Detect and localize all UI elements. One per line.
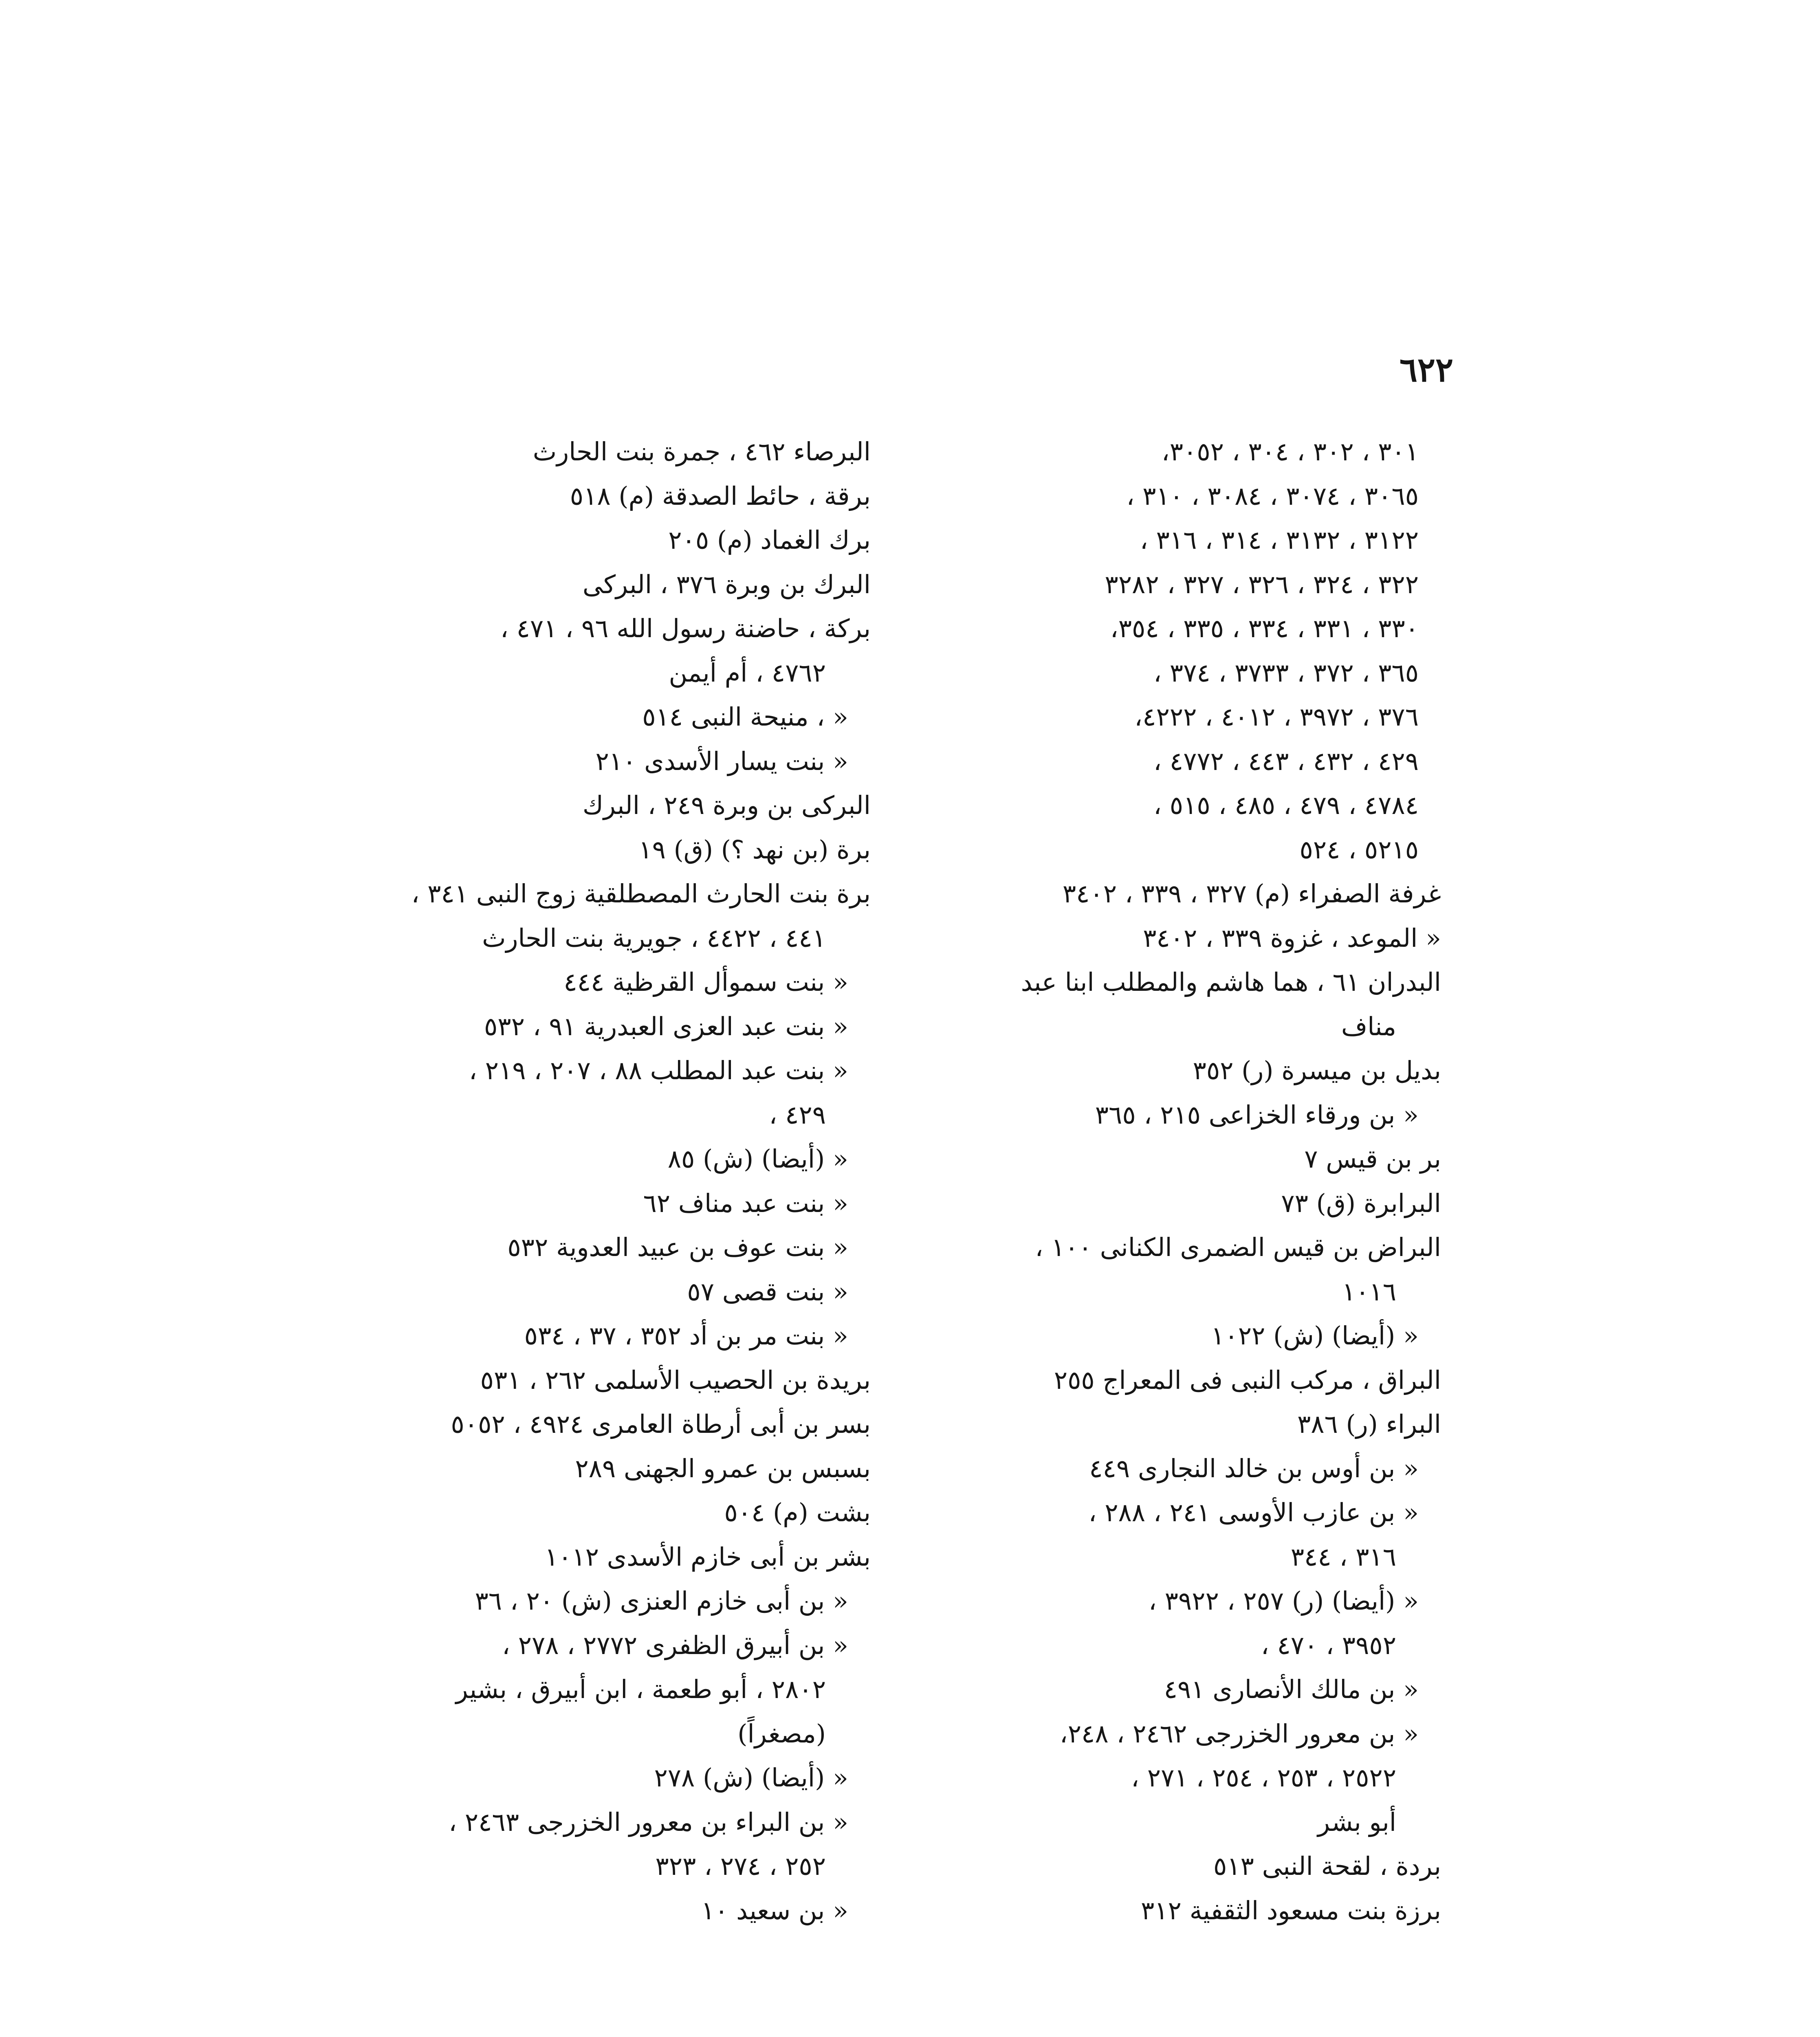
right-column-entry: ٣٦٥ ، ٣٧٢ ، ٣٧٣٣ ، ٣٧٤ ،: [1153, 658, 1419, 688]
right-column-entry: ٣٠١ ، ٣٠٢ ، ٣٠٤ ، ٣٠٥٢،: [1161, 437, 1419, 466]
right-column-entry: « بن ورقاء الخزاعى ٢١٥ ، ٣٦٥: [1095, 1100, 1419, 1130]
left-column-entry: « بنت مر بن أد ٣٥٢ ، ٣٧ ، ٥٣٤: [524, 1321, 848, 1351]
left-column-entry: (مصغراً): [737, 1718, 826, 1749]
left-column-entry: البرك بن وبرة ٣٧٦ ، البركى: [582, 569, 871, 599]
right-column-entry: أبو بشر: [1318, 1807, 1396, 1837]
right-column-entry: البراض بن قيس الضمرى الكنانى ١٠٠ ،: [1035, 1232, 1441, 1262]
left-column-entry: ٢٥٢ ، ٢٧٤ ، ٣٢٣: [655, 1851, 826, 1881]
right-column-entry: « الموعد ، غزوة ٣٣٩ ، ٣٤٠٢: [1143, 923, 1441, 953]
page-number: ٦٢٢: [1399, 350, 1453, 389]
right-column-entry: برزة بنت مسعود الثقفية ٣١٢: [1140, 1895, 1441, 1925]
left-column-entry: « بنت يسار الأسدى ٢١٠: [595, 746, 848, 776]
left-column-entry: « بنت عبد مناف ٦٢: [643, 1188, 848, 1218]
right-column-entry: البدران ٦١ ، هما هاشم والمطلب ابنا عبد: [1021, 967, 1441, 997]
left-column-entry: بشر بن أبى خازم الأسدى ١٠١٢: [544, 1542, 871, 1572]
left-column-entry: بسر بن أبى أرطاة العامرى ٤٩٢٤ ، ٥٠٥٢: [451, 1409, 871, 1439]
right-column-entry: مناف: [1341, 1011, 1396, 1041]
left-column-entry: « بن أبى خازم العنزى (ش) ٢٠ ، ٣٦: [475, 1586, 848, 1616]
index-column-right: [863, 430, 1441, 1933]
left-column-entry: « بنت عبد العزى العبدرية ٩١ ، ٥٣٢: [484, 1011, 848, 1041]
right-column-entry: « بن مالك الأنصارى ٤٩١: [1164, 1674, 1419, 1704]
right-column-entry: ٣١٢٢ ، ٣١٣٢ ، ٣١٤ ، ٣١٦ ،: [1140, 525, 1419, 555]
right-column-entry: بر بن قيس ٧: [1304, 1144, 1441, 1174]
right-column-entry: ٣١٦ ، ٣٤٤: [1290, 1542, 1396, 1572]
left-column-entry: برقة ، حائط الصدقة (م) ٥١٨: [570, 481, 871, 511]
left-column-entry: « بنت عوف بن عبيد العدوية ٥٣٢: [507, 1232, 848, 1262]
right-column-entry: « بن معرور الخزرجى ٢٤٦٢ ، ٢٤٨،: [1059, 1718, 1419, 1749]
left-column-entry: « بن البراء بن معرور الخزرجى ٢٤٦٣ ،: [449, 1807, 848, 1837]
right-column-entry: ٥٢١٥ ، ٥٢٤: [1299, 834, 1419, 865]
right-column-entry: « بن أوس بن خالد النجارى ٤٤٩: [1089, 1453, 1419, 1483]
left-column-entry: بريدة بن الحصيب الأسلمى ٢٦٢ ، ٥٣١: [480, 1365, 871, 1395]
left-column-entry: « بن أبيرق الظفرى ٢٧٧٢ ، ٢٧٨ ،: [502, 1630, 848, 1660]
left-column-entry: « (أيضا) (ش) ٢٧٨: [654, 1763, 848, 1793]
right-column-entry: ٣٧٦ ، ٣٩٧٢ ، ٤٠١٢ ، ٤٢٢٢،: [1134, 702, 1419, 732]
right-column-entry: البراق ، مركب النبى فى المعراج ٢٥٥: [1054, 1365, 1441, 1395]
right-column-entry: ٣٩٥٢ ، ٤٧٠ ،: [1261, 1630, 1396, 1660]
right-column-entry: البرابرة (ق) ٧٣: [1281, 1188, 1441, 1218]
left-column-entry: ٤٧٦٢ ، أم أيمن: [669, 658, 826, 688]
right-column-entry: « بن عازب الأوسى ٢٤١ ، ٢٨٨ ،: [1088, 1498, 1419, 1527]
right-column-entry: « (أيضا) (ر) ٢٥٧ ، ٣٩٢٢ ،: [1148, 1586, 1419, 1616]
right-column-entry: ٣٢٢ ، ٣٢٤ ، ٣٢٦ ، ٣٢٧ ، ٣٢٨٢: [1105, 569, 1419, 599]
left-column-entry: ٢٨٠٢ ، أبو طعمة ، ابن أبيرق ، بشير: [456, 1674, 826, 1704]
right-column-entry: ٣٣٠ ، ٣٣١ ، ٣٣٤ ، ٣٣٥ ، ٣٥٤،: [1110, 614, 1419, 643]
left-column-entry: « بنت قصى ٥٧: [687, 1276, 848, 1307]
left-column-entry: « بنت سموأل القرظية ٤٤٤: [563, 967, 848, 997]
right-column-entry: ٢٥٢٢ ، ٢٥٣ ، ٢٥٤ ، ٢٧١ ،: [1131, 1763, 1396, 1793]
right-column-entry: غرفة الصفراء (م) ٣٢٧ ، ٣٣٩ ، ٣٤٠٢: [1062, 879, 1441, 909]
left-column-entry: البركى بن وبرة ٢٤٩ ، البرك: [582, 790, 871, 820]
left-column-entry: برة (بن نهد ؟) (ق) ١٩: [638, 834, 871, 865]
left-column-entry: ٤٢٩ ،: [769, 1100, 826, 1130]
right-column-entry: ١٠١٦: [1342, 1276, 1396, 1307]
left-column-entry: « بنت عبد المطلب ٨٨ ، ٢٠٧ ، ٢١٩ ،: [469, 1056, 848, 1085]
left-column-entry: « (أيضا) (ش) ٨٥: [667, 1144, 848, 1174]
right-column-entry: بديل بن ميسرة (ر) ٣٥٢: [1193, 1056, 1441, 1085]
index-column-left: [292, 430, 871, 1933]
right-column-entry: « (أيضا) (ش) ١٠٢٢: [1211, 1321, 1419, 1351]
right-column-entry: ٤٧٨٤ ، ٤٧٩ ، ٤٨٥ ، ٥١٥ ،: [1153, 790, 1419, 820]
left-column-entry: « بن سعيد ١٠: [701, 1895, 848, 1925]
left-column-entry: بسبس بن عمرو الجهنى ٢٨٩: [575, 1453, 871, 1483]
left-column-entry: بشت (م) ٥٠٤: [724, 1498, 871, 1527]
left-column-entry: « ، منيحة النبى ٥١٤: [642, 702, 848, 732]
right-column-entry: البراء (ر) ٣٨٦: [1297, 1409, 1441, 1439]
right-column-entry: ٤٢٩ ، ٤٣٢ ، ٤٤٣ ، ٤٧٧٢ ،: [1153, 746, 1419, 776]
left-column-entry: ٤٤١ ، ٤٤٢٢ ، جويرية بنت الحارث: [482, 923, 826, 953]
left-column-entry: البرصاء ٤٦٢ ، جمرة بنت الحارث: [533, 437, 871, 466]
left-column-entry: برك الغماد (م) ٢٠٥: [668, 525, 871, 555]
left-column-entry: برة بنت الحارث المصطلقية زوج النبى ٣٤١ ،: [411, 879, 871, 909]
right-column-entry: بردة ، لقحة النبى ٥١٣: [1213, 1851, 1441, 1881]
right-column-entry: ٣٠٦٥ ، ٣٠٧٤ ، ٣٠٨٤ ، ٣١٠ ،: [1126, 481, 1419, 511]
left-column-entry: بركة ، حاضنة رسول الله ٩٦ ، ٤٧١ ،: [500, 614, 871, 643]
